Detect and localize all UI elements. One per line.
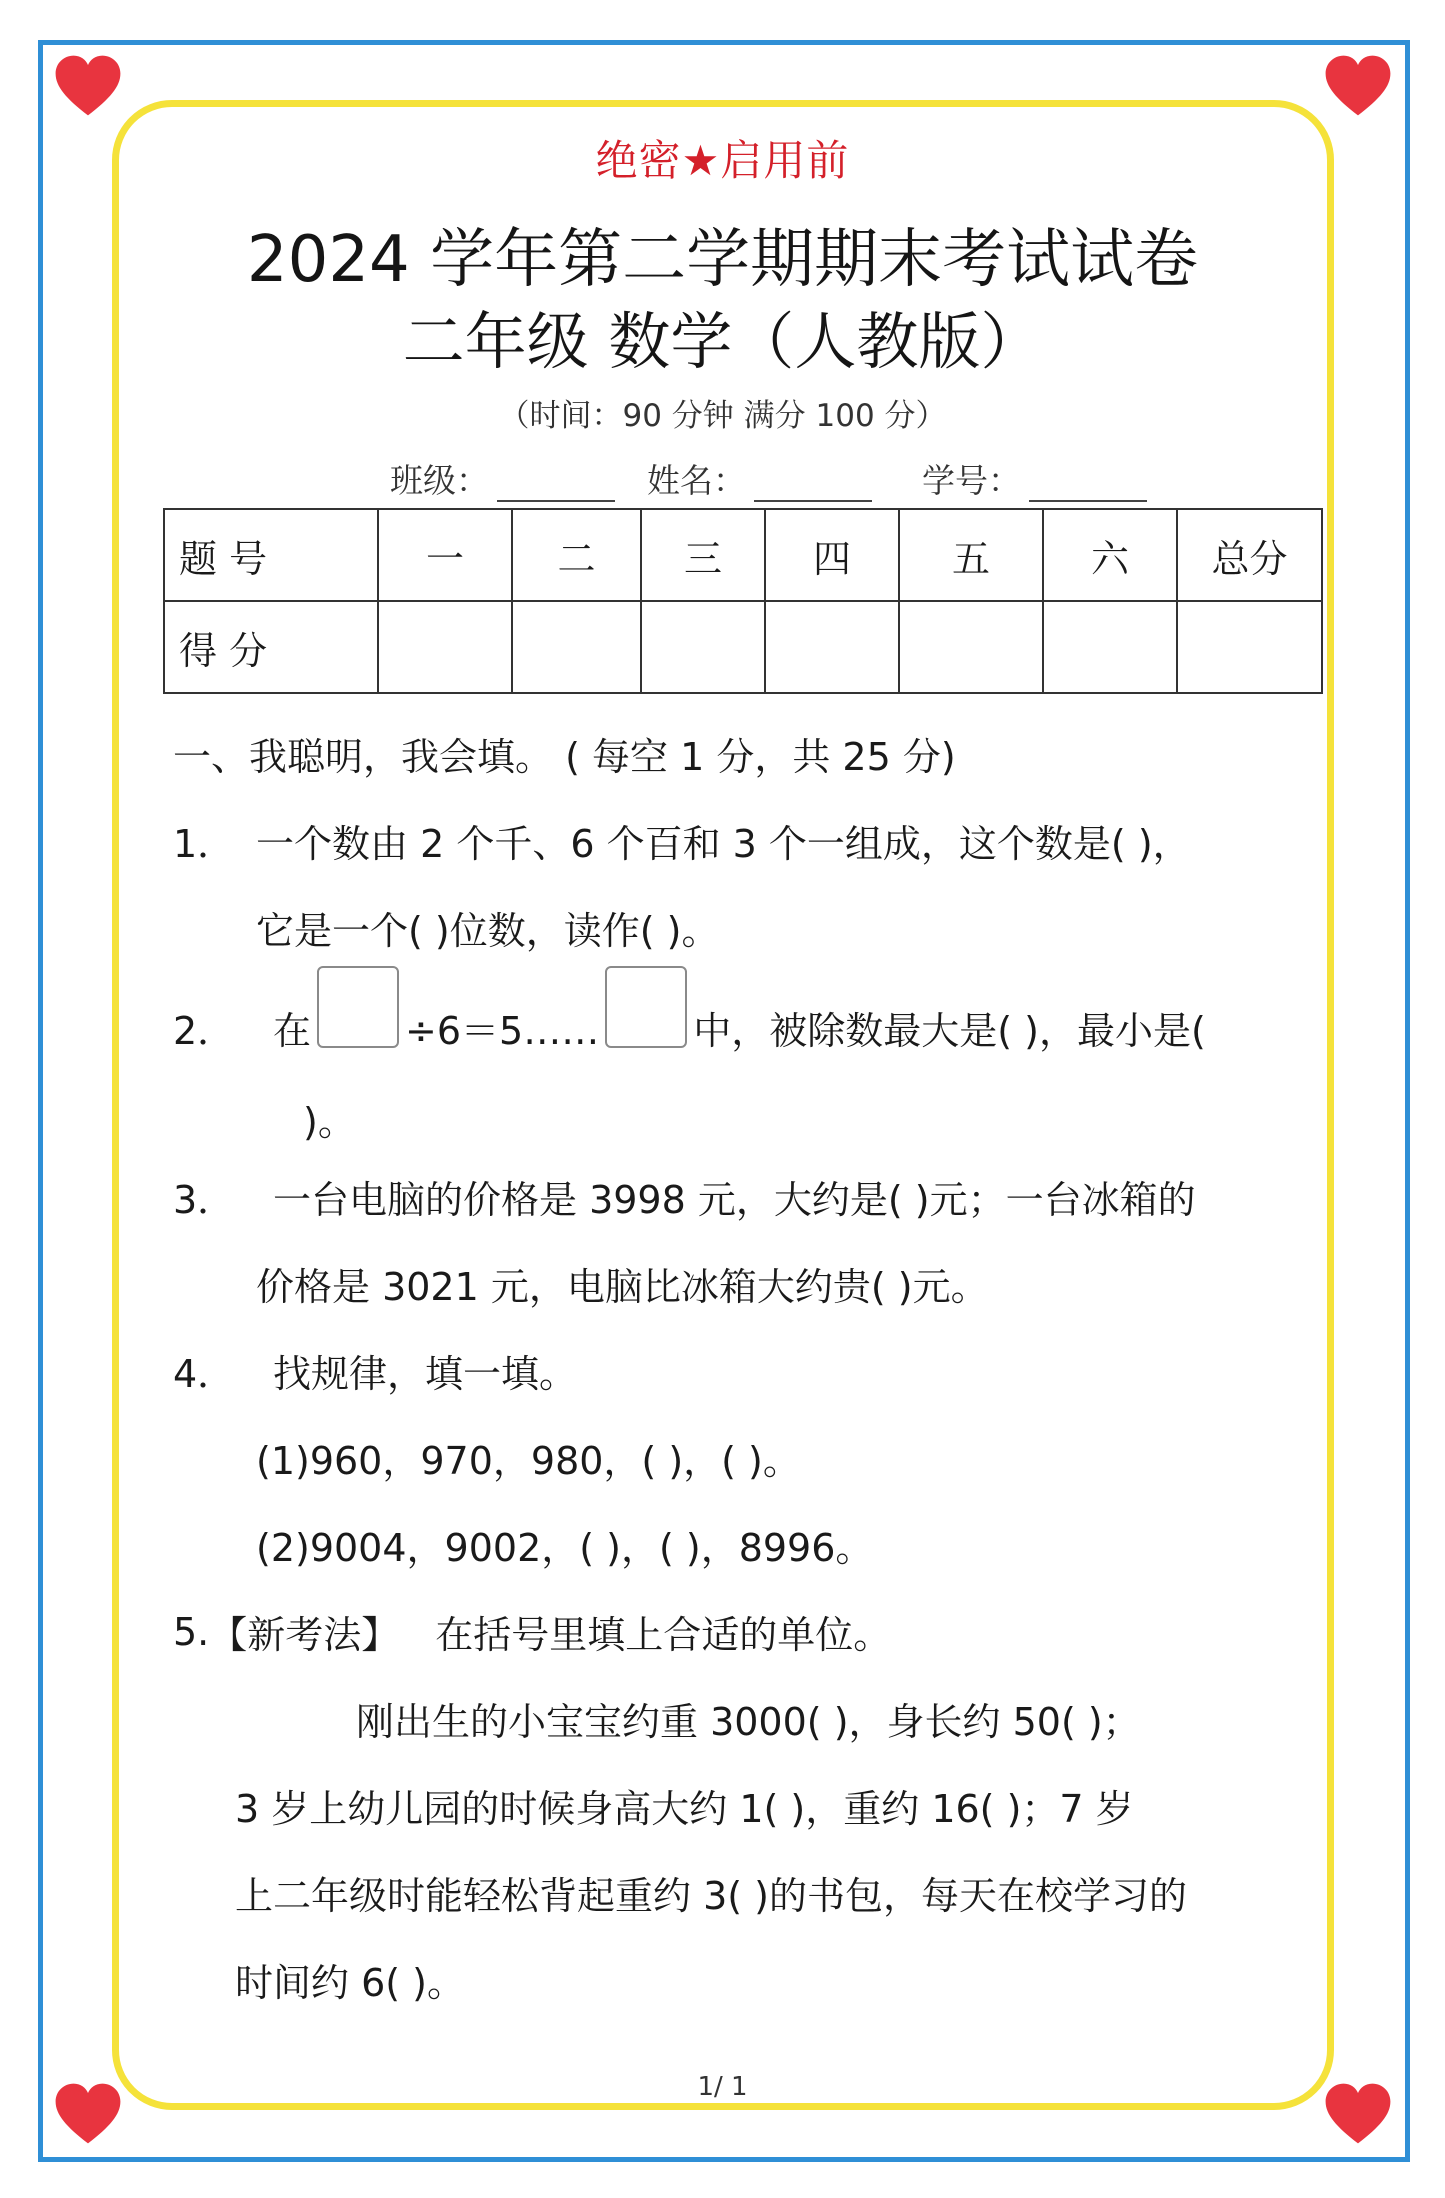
confidential-label: 绝密★启用前 xyxy=(595,136,850,185)
score-table xyxy=(163,508,1323,694)
section-1 xyxy=(173,710,1323,2023)
score-col-4: 四 xyxy=(765,509,899,601)
heart-icon xyxy=(1322,2080,1394,2152)
question-4-part-1: (1)960，970，980，( )，( )。 xyxy=(256,1439,801,1483)
class-label: 班级： xyxy=(390,461,489,500)
question-1-line-2: 它是一个( )位数，读作( )。 xyxy=(256,909,720,953)
question-number-label: 题 号 xyxy=(164,509,378,601)
question-5-title-line xyxy=(173,1588,1323,1675)
question-1-line-1 xyxy=(173,797,1323,884)
id-blank[interactable] xyxy=(1029,468,1147,502)
score-col-1: 一 xyxy=(378,509,512,601)
name-blank[interactable] xyxy=(754,468,872,502)
student-info-row xyxy=(390,455,1147,502)
question-5-line-3: 上二年级时能轻松背起重约 3( )的书包，每天在校学习的 xyxy=(235,1874,1187,1918)
question-5-line-2: 3 岁上幼儿园的时候身高大约 1( )，重约 16( )；7 岁 xyxy=(235,1787,1134,1831)
question-5-title: 在括号里填上合适的单位。 xyxy=(435,1613,892,1657)
dividend-box[interactable] xyxy=(317,966,399,1048)
question-2-line-1 xyxy=(173,971,1323,1083)
section-1-title: 一、我聪明，我会填。 ( 每空 1 分，共 25 分) xyxy=(173,735,956,779)
heart-icon xyxy=(52,2080,124,2152)
question-5-line-1: 刚出生的小宝宝约重 3000( )，身长约 50( )； xyxy=(356,1700,1141,1744)
question-3-line-1 xyxy=(173,1153,1323,1240)
score-col-total: 总分 xyxy=(1177,509,1322,601)
score-cell-5[interactable] xyxy=(899,601,1043,693)
remainder-box[interactable] xyxy=(605,966,687,1048)
question-5-line-4: 时间约 6( )。 xyxy=(235,1961,465,2005)
score-cell-4[interactable] xyxy=(765,601,899,693)
question-2-mid: ÷6＝5…… xyxy=(405,1008,600,1053)
exam-subtitle: 二年级 数学（人教版） xyxy=(402,305,1043,378)
id-field[interactable] xyxy=(922,455,1147,502)
exam-title: 2024 学年第二学期期末考试试卷 xyxy=(246,223,1199,297)
score-col-5: 五 xyxy=(899,509,1043,601)
question-2-number: 2． xyxy=(173,1008,236,1053)
class-field[interactable] xyxy=(390,455,615,502)
score-cell-3[interactable] xyxy=(641,601,765,693)
question-1-text-1: 一个数由 2 个千、6 个百和 3 个一组成，这个数是( )， xyxy=(256,822,1191,866)
question-2-post: 中，被除数最大是( )，最小是( xyxy=(693,1008,1206,1053)
question-4-title: 找规律，填一填。 xyxy=(273,1352,578,1396)
score-col-6: 六 xyxy=(1043,509,1177,601)
id-label: 学号： xyxy=(922,461,1021,500)
score-col-2: 二 xyxy=(512,509,641,601)
question-2-pre: 在 xyxy=(273,1008,312,1053)
question-3-line-2: 价格是 3021 元，电脑比冰箱大约贵( )元。 xyxy=(256,1265,989,1309)
name-label: 姓名： xyxy=(647,461,746,500)
heart-icon xyxy=(1322,52,1394,124)
score-cell-6[interactable] xyxy=(1043,601,1177,693)
score-table-score-row xyxy=(164,601,1322,693)
question-2-line-2: )。 xyxy=(303,1099,356,1144)
question-5-tag: 【新考法】 xyxy=(209,1613,400,1657)
score-cell-2[interactable] xyxy=(512,601,641,693)
score-cell-1[interactable] xyxy=(378,601,512,693)
question-4-number: 4． xyxy=(173,1352,236,1396)
score-table-header-row xyxy=(164,509,1322,601)
class-blank[interactable] xyxy=(497,468,615,502)
name-field[interactable] xyxy=(647,455,872,502)
question-3-number: 3． xyxy=(173,1178,236,1222)
score-label: 得 分 xyxy=(164,601,378,693)
question-4-title-line xyxy=(173,1327,1323,1414)
score-col-3: 三 xyxy=(641,509,765,601)
question-1-number: 1． xyxy=(173,822,236,866)
question-5-number: 5. xyxy=(173,1609,210,1654)
exam-time-score: （时间：90 分钟 满分 100 分） xyxy=(498,398,947,434)
question-4-part-2: (2)9004，9002，( )，( )，8996。 xyxy=(256,1526,874,1570)
question-3-text-1: 一台电脑的价格是 3998 元，大约是( )元；一台冰箱的 xyxy=(273,1178,1196,1222)
page-number: 1/ 1 xyxy=(697,2072,748,2102)
heart-icon xyxy=(52,52,124,124)
score-cell-total[interactable] xyxy=(1177,601,1322,693)
